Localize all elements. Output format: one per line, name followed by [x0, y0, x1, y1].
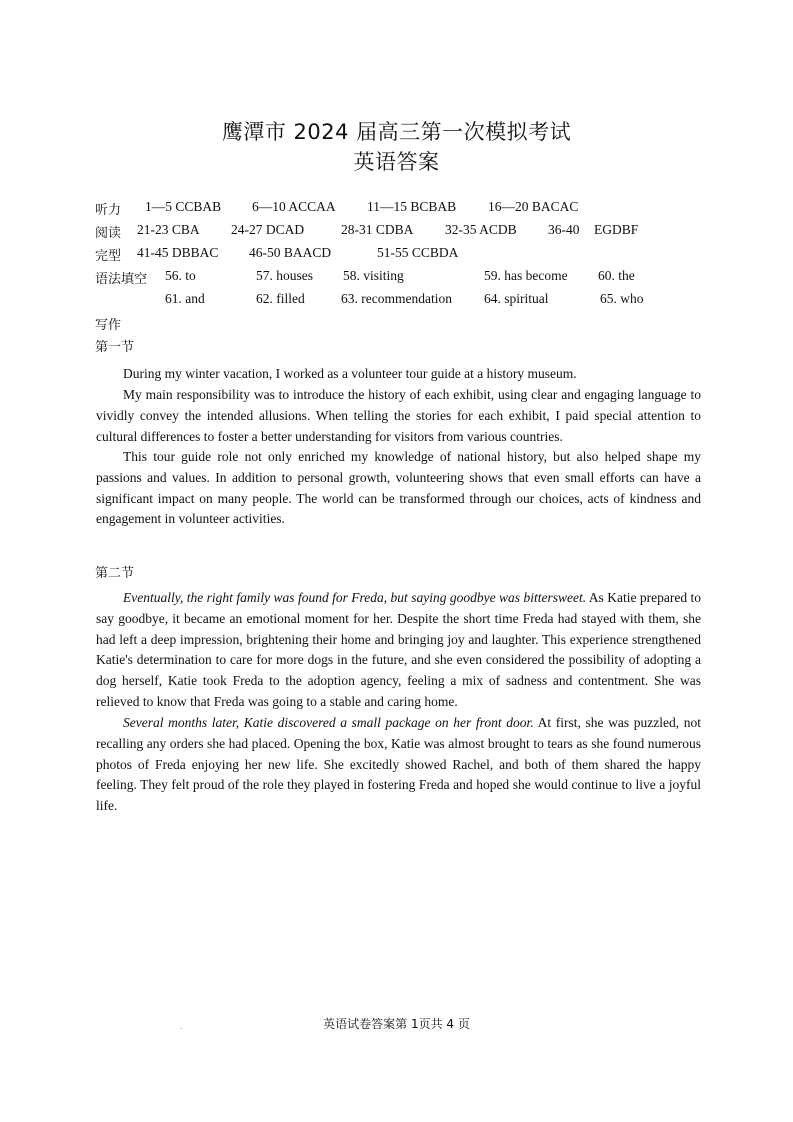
grammar-label: 语法填空 [95, 272, 148, 287]
scan-speck [181, 1028, 182, 1029]
section2-paragraph-1 [96, 588, 701, 713]
paragraph-lead-sentence: Several months later, Katie discovered a small package on her front door. [123, 715, 534, 730]
answer-item: 62. filled [256, 291, 305, 306]
answer-item: 56. to [165, 268, 196, 283]
answer-group: 21-23 CBA [137, 222, 200, 237]
answer-item: 63. recommendation [341, 291, 452, 306]
paragraph-lead-sentence: Eventually, the right family was found for Freda, but saying goodbye was bittersweet. [123, 590, 587, 605]
paragraph-body: As Katie prepared to say goodbye, it became an emotional moment for her. Despite the short time Freda had stayed with them, she had left a deep impression, brightening their home and bringing joy and laughter. This experience strengthened Katie's determination to care for more dogs in the future, and she even considered the possibility of adopting a dog herself, Katie took Freda to the adoption agency, feeling a mix of sadness and contentment. She was relieved to know that Freda was going to a stable and caring home. [96, 590, 701, 709]
answer-group: 46-50 BAACD [249, 245, 332, 260]
answer-group: 24-27 DCAD [231, 222, 305, 237]
section1-paragraph-3: This tour guide role not only enriched my knowledge of national history, but also helped shape my passions and values. In addition to personal growth, volunteering shows that even small efforts can have a significant impact on many people. The world can be transformed through our choices, acts of kindness and engagement in volunteer activities. [96, 449, 701, 527]
section1-paragraph-1: During my winter vacation, I worked as a volunteer tour guide at a history museum. [123, 366, 577, 381]
answer-group: EGDBF [594, 222, 639, 237]
page-title: 鹰潭市 2024 届高三第一次模拟考试 [221, 120, 572, 144]
listening-label: 听力 [95, 203, 122, 218]
paragraph-body: At first, she was puzzled, not recalling any orders she had placed. Opening the box, Katie was almost brought to tears as she found numerous photos of Freda enjoying her new life. She excitedly showed Rachel, and both of them shared the happy feeling. They felt proud of the role they played in fostering Freda and hoped she would continue to live a joyful life. [96, 715, 702, 814]
answer-item: 64. spiritual [484, 291, 549, 306]
answer-item: 57. houses [256, 268, 313, 283]
section2-paragraph-2 [96, 713, 701, 817]
answer-group: 51-55 CCBDA [377, 245, 459, 260]
section1-label: 第一节 [95, 340, 135, 355]
writing-label: 写作 [95, 318, 122, 333]
answer-group: 1—5 CCBAB [145, 199, 222, 214]
answer-item: 59. has become [484, 268, 568, 283]
answer-item: 65. who [600, 291, 644, 306]
answer-group: 32-35 ACDB [445, 222, 517, 237]
answer-group: 6—10 ACCAA [252, 199, 336, 214]
page-subtitle: 英语答案 [353, 150, 440, 174]
answer-group: 16—20 BACAC [488, 199, 579, 214]
answer-group: 11—15 BCBAB [367, 199, 457, 214]
reading-label: 阅读 [95, 226, 122, 241]
page-footer: 英语试卷答案第 1页共 4 页 [323, 1017, 470, 1031]
answer-group: 28-31 CDBA [341, 222, 414, 237]
answer-item: 60. the [598, 268, 635, 283]
section2-label: 第二节 [95, 566, 135, 581]
answer-group: 36-40 [548, 222, 580, 237]
answer-group: 41-45 DBBAC [137, 245, 219, 260]
answer-item: 61. and [165, 291, 205, 306]
cloze-label: 完型 [95, 249, 122, 264]
section1-paragraph-2: My main responsibility was to introduce the history of each exhibit, using clear and engaging language to vividly convey the intended allusions. When telling the stories for each exhibit, I paid special attention to cultural differences to foster a better understanding for visitors from various countries. [96, 387, 701, 444]
answer-item: 58. visiting [343, 268, 404, 283]
